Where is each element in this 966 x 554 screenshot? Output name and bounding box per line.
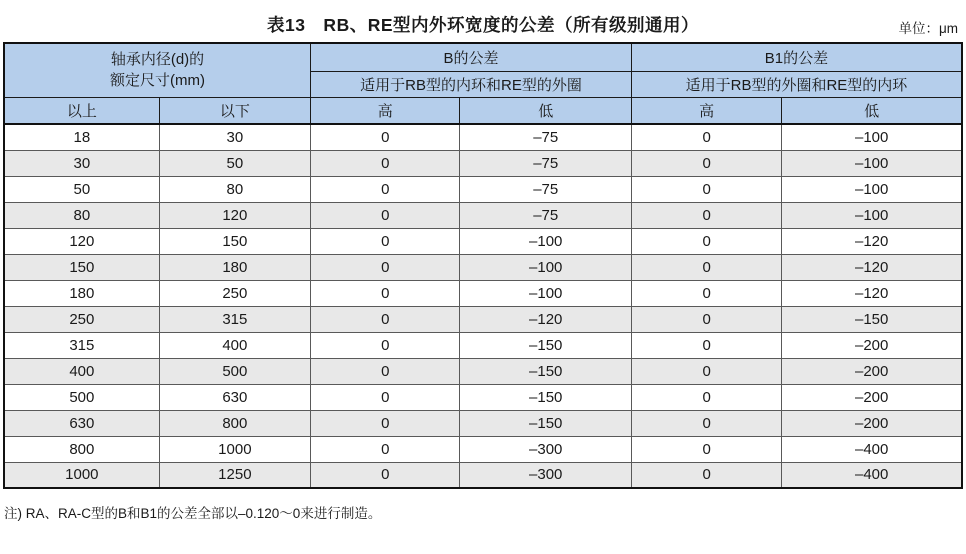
cell: 500 (159, 358, 310, 384)
table-row (4, 280, 962, 306)
cell: –200 (782, 384, 962, 410)
header-bore-diameter-line1: 轴承内径(d)的 (110, 51, 205, 69)
cell: 400 (4, 358, 159, 384)
header-tolerance-b: B的公差 (311, 43, 632, 71)
unit-label: 单位：μm (898, 21, 958, 36)
table-body (4, 124, 962, 488)
cell: 0 (311, 358, 460, 384)
cell: –200 (782, 410, 962, 436)
cell: –100 (782, 124, 962, 150)
table-row (4, 306, 962, 332)
cell: 120 (4, 228, 159, 254)
cell: 80 (159, 176, 310, 202)
cell: 18 (4, 124, 159, 150)
header-high-b: 高 (311, 97, 460, 124)
cell: –400 (782, 436, 962, 462)
cell: –150 (460, 358, 631, 384)
cell: 1250 (159, 462, 310, 488)
cell: 0 (311, 332, 460, 358)
cell: 150 (4, 254, 159, 280)
cell: 80 (4, 202, 159, 228)
cell: –150 (460, 410, 631, 436)
cell: 0 (631, 462, 781, 488)
table-title: 表13 RB、RE型内外环宽度的公差（所有级别通用） (266, 15, 700, 35)
cell: 0 (311, 436, 460, 462)
cell: 630 (159, 384, 310, 410)
cell: –150 (782, 306, 962, 332)
cell: 50 (159, 150, 310, 176)
cell: –120 (782, 254, 962, 280)
cell: –75 (460, 202, 631, 228)
cell: –400 (782, 462, 962, 488)
cell: 0 (631, 436, 781, 462)
table-row (4, 176, 962, 202)
cell: 0 (311, 254, 460, 280)
cell: –120 (782, 280, 962, 306)
cell: 30 (4, 150, 159, 176)
table-row (4, 332, 962, 358)
table-row (4, 462, 962, 488)
cell: 0 (631, 332, 781, 358)
cell: –100 (782, 202, 962, 228)
cell: 400 (159, 332, 310, 358)
header-high-b1: 高 (631, 97, 781, 124)
cell: 1000 (4, 462, 159, 488)
header-bore-diameter (4, 43, 311, 97)
cell: 0 (631, 410, 781, 436)
header-group-row (4, 43, 962, 71)
header-tolerance-b1: B1的公差 (631, 43, 962, 71)
cell: 0 (631, 150, 781, 176)
header-scope-b: 适用于RB型的内环和RE型的外圈 (311, 71, 632, 97)
cell: 0 (311, 228, 460, 254)
cell: 250 (4, 306, 159, 332)
cell: 0 (631, 176, 781, 202)
tolerance-table (3, 42, 963, 489)
cell: 0 (311, 384, 460, 410)
cell: 315 (4, 332, 159, 358)
cell: 0 (631, 202, 781, 228)
cell: –100 (460, 228, 631, 254)
cell: –200 (782, 332, 962, 358)
table-row (4, 150, 962, 176)
cell: 1000 (159, 436, 310, 462)
header-low-b1: 低 (782, 97, 962, 124)
header-incl: 以下 (159, 97, 310, 124)
table-row (4, 254, 962, 280)
cell: –100 (460, 254, 631, 280)
table-row (4, 384, 962, 410)
header-low-b: 低 (460, 97, 631, 124)
cell: 0 (311, 202, 460, 228)
cell: 0 (311, 306, 460, 332)
cell: 180 (159, 254, 310, 280)
cell: 0 (631, 280, 781, 306)
cell: 0 (311, 462, 460, 488)
cell: –120 (782, 228, 962, 254)
cell: –150 (460, 332, 631, 358)
title-bar (0, 0, 966, 42)
cell: 0 (631, 384, 781, 410)
cell: –100 (782, 150, 962, 176)
cell: 150 (159, 228, 310, 254)
table-row (4, 358, 962, 384)
cell: –300 (460, 462, 631, 488)
cell: 180 (4, 280, 159, 306)
cell: –75 (460, 124, 631, 150)
cell: 0 (311, 124, 460, 150)
footnote: 注) RA、RA-C型的B和B1的公差全部以–0.120～0来进行制造。 (4, 506, 382, 521)
cell: –75 (460, 176, 631, 202)
cell: 0 (631, 254, 781, 280)
table-header (4, 43, 962, 124)
header-columns-row (4, 97, 962, 124)
cell: 0 (311, 410, 460, 436)
cell: 630 (4, 410, 159, 436)
cell: 0 (631, 124, 781, 150)
cell: 500 (4, 384, 159, 410)
cell: 0 (311, 280, 460, 306)
cell: 50 (4, 176, 159, 202)
cell: 315 (159, 306, 310, 332)
table-row (4, 124, 962, 150)
cell: 30 (159, 124, 310, 150)
cell: 0 (631, 358, 781, 384)
cell: –75 (460, 150, 631, 176)
cell: 0 (311, 150, 460, 176)
cell: –120 (460, 306, 631, 332)
cell: –150 (460, 384, 631, 410)
cell: 120 (159, 202, 310, 228)
cell: 0 (631, 306, 781, 332)
cell: –200 (782, 358, 962, 384)
cell: –100 (460, 280, 631, 306)
table-row (4, 410, 962, 436)
cell: –300 (460, 436, 631, 462)
table-row (4, 436, 962, 462)
header-over: 以上 (4, 97, 159, 124)
header-scope-b1: 适用于RB型的外圈和RE型的内环 (631, 71, 962, 97)
table-row (4, 202, 962, 228)
table-row (4, 228, 962, 254)
cell: 0 (311, 176, 460, 202)
cell: 0 (631, 228, 781, 254)
cell: –100 (782, 176, 962, 202)
cell: 800 (4, 436, 159, 462)
cell: 800 (159, 410, 310, 436)
header-bore-diameter-line2: 额定尺寸(mm) (110, 72, 206, 90)
cell: 250 (159, 280, 310, 306)
